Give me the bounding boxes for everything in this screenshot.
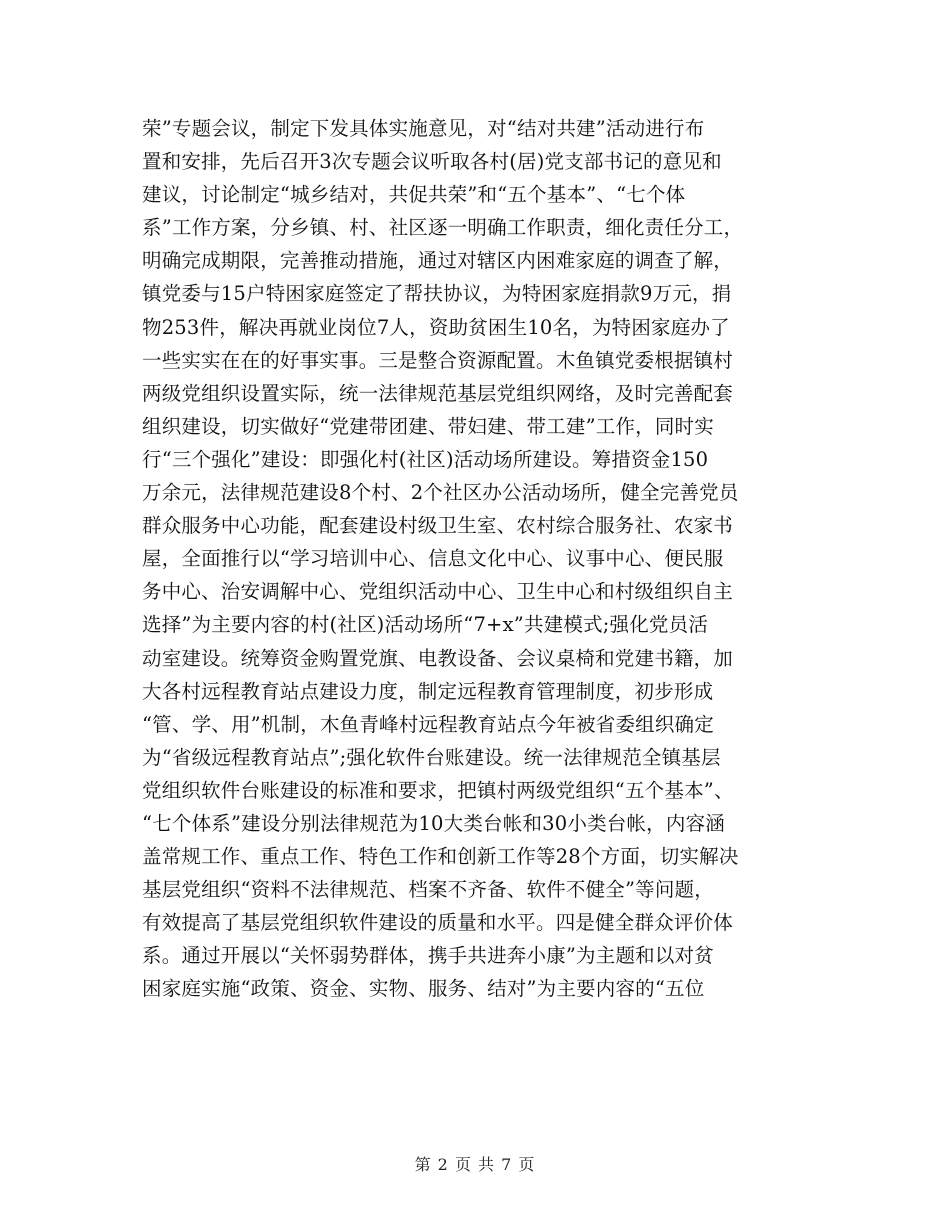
text-line: 系”工作方案，分乡镇、村、社区逐一明确工作职责，细化责任分工， — [142, 216, 744, 240]
text-line: “管、学、用”机制，木鱼青峰村远程教育站点今年被省委组织确定 — [142, 712, 714, 736]
text-line: “七个体系”建设分别法律规范为10大类台帐和30小类台帐，内容涵 — [142, 811, 725, 835]
text-line: 行“三个强化”建设：即强化村(社区)活动场所建设。筹措资金150 — [142, 447, 709, 471]
text-line: 屋，全面推行以“学习培训中心、信息文化中心、议事中心、便民服 — [142, 547, 724, 571]
text-line: 一些实实在在的好事实事。三是整合资源配置。木鱼镇党委根据镇村 — [142, 348, 734, 372]
text-line: 选择”为主要内容的村(社区)活动场所“7+x”共建模式;强化党员活 — [142, 613, 709, 637]
text-line: 困家庭实施“政策、资金、实物、服务、结对”为主要内容的“五位 — [142, 977, 705, 1001]
text-line: 镇党委与15户特困家庭签定了帮扶协议，为特困家庭捐款9万元，捐 — [142, 282, 732, 306]
text-line: 组织建设，切实做好“党建带团建、带妇建、带工建”工作，同时实 — [142, 414, 714, 438]
text-line: 荣”专题会议，制定下发具体实施意见，对“结对共建”活动进行布 — [142, 117, 705, 140]
text-line: 有效提高了基层党组织软件建设的质量和水平。四是健全群众评价体 — [142, 911, 734, 935]
text-line: 物253件，解决再就业岗位7人，资助贫困生10名，为特困家庭办了 — [142, 315, 730, 339]
text-line: 系。通过开展以“关怀弱势群体，携手共进奔小康”为主题和以对贫 — [142, 944, 714, 968]
text-line: 务中心、治安调解中心、党组织活动中心、卫生中心和村级组织自主 — [142, 580, 734, 604]
text-line: 万余元，法律规范建设8个村、2个社区办公活动场所，健全完善党员 — [142, 481, 739, 505]
text-line: 建议，讨论制定“城乡结对，共促共荣”和“五个基本”、“七个体 — [142, 183, 686, 207]
text-line: 盖常规工作、重点工作、特色工作和创新工作等28个方面，切实解决 — [142, 845, 739, 869]
text-line: 基层党组织“资料不法律规范、档案不齐备、软件不健全”等问题， — [142, 878, 714, 902]
text-line: 置和安排，先后召开3次专题会议听取各村(居)党支部书记的意见和 — [142, 150, 722, 174]
text-line: 为“省级远程教育站点”;强化软件台账建设。统一法律规范全镇基层 — [142, 745, 721, 769]
text-line: 群众服务中心功能，配套建设村级卫生室、农村综合服务社、农家书 — [142, 514, 734, 538]
text-line: 两级党组织设置实际，统一法律规范基层党组织网络，及时完善配套 — [142, 381, 734, 405]
body-text — [142, 112, 832, 1006]
text-line: 大各村远程教育站点建设力度，制定远程教育管理制度，初步形成 — [142, 679, 714, 703]
text-line: 明确完成期限，完善推动措施，通过对辖区内困难家庭的调查了解， — [142, 249, 734, 273]
page-number-footer: 第 2 页 共 7 页 — [414, 1155, 536, 1174]
text-line: 党组织软件台账建设的标准和要求，把镇村两级党组织“五个基本”、 — [142, 778, 734, 802]
text-line: 动室建设。统筹资金购置党旗、电教设备、会议桌椅和党建书籍，加 — [142, 646, 734, 670]
